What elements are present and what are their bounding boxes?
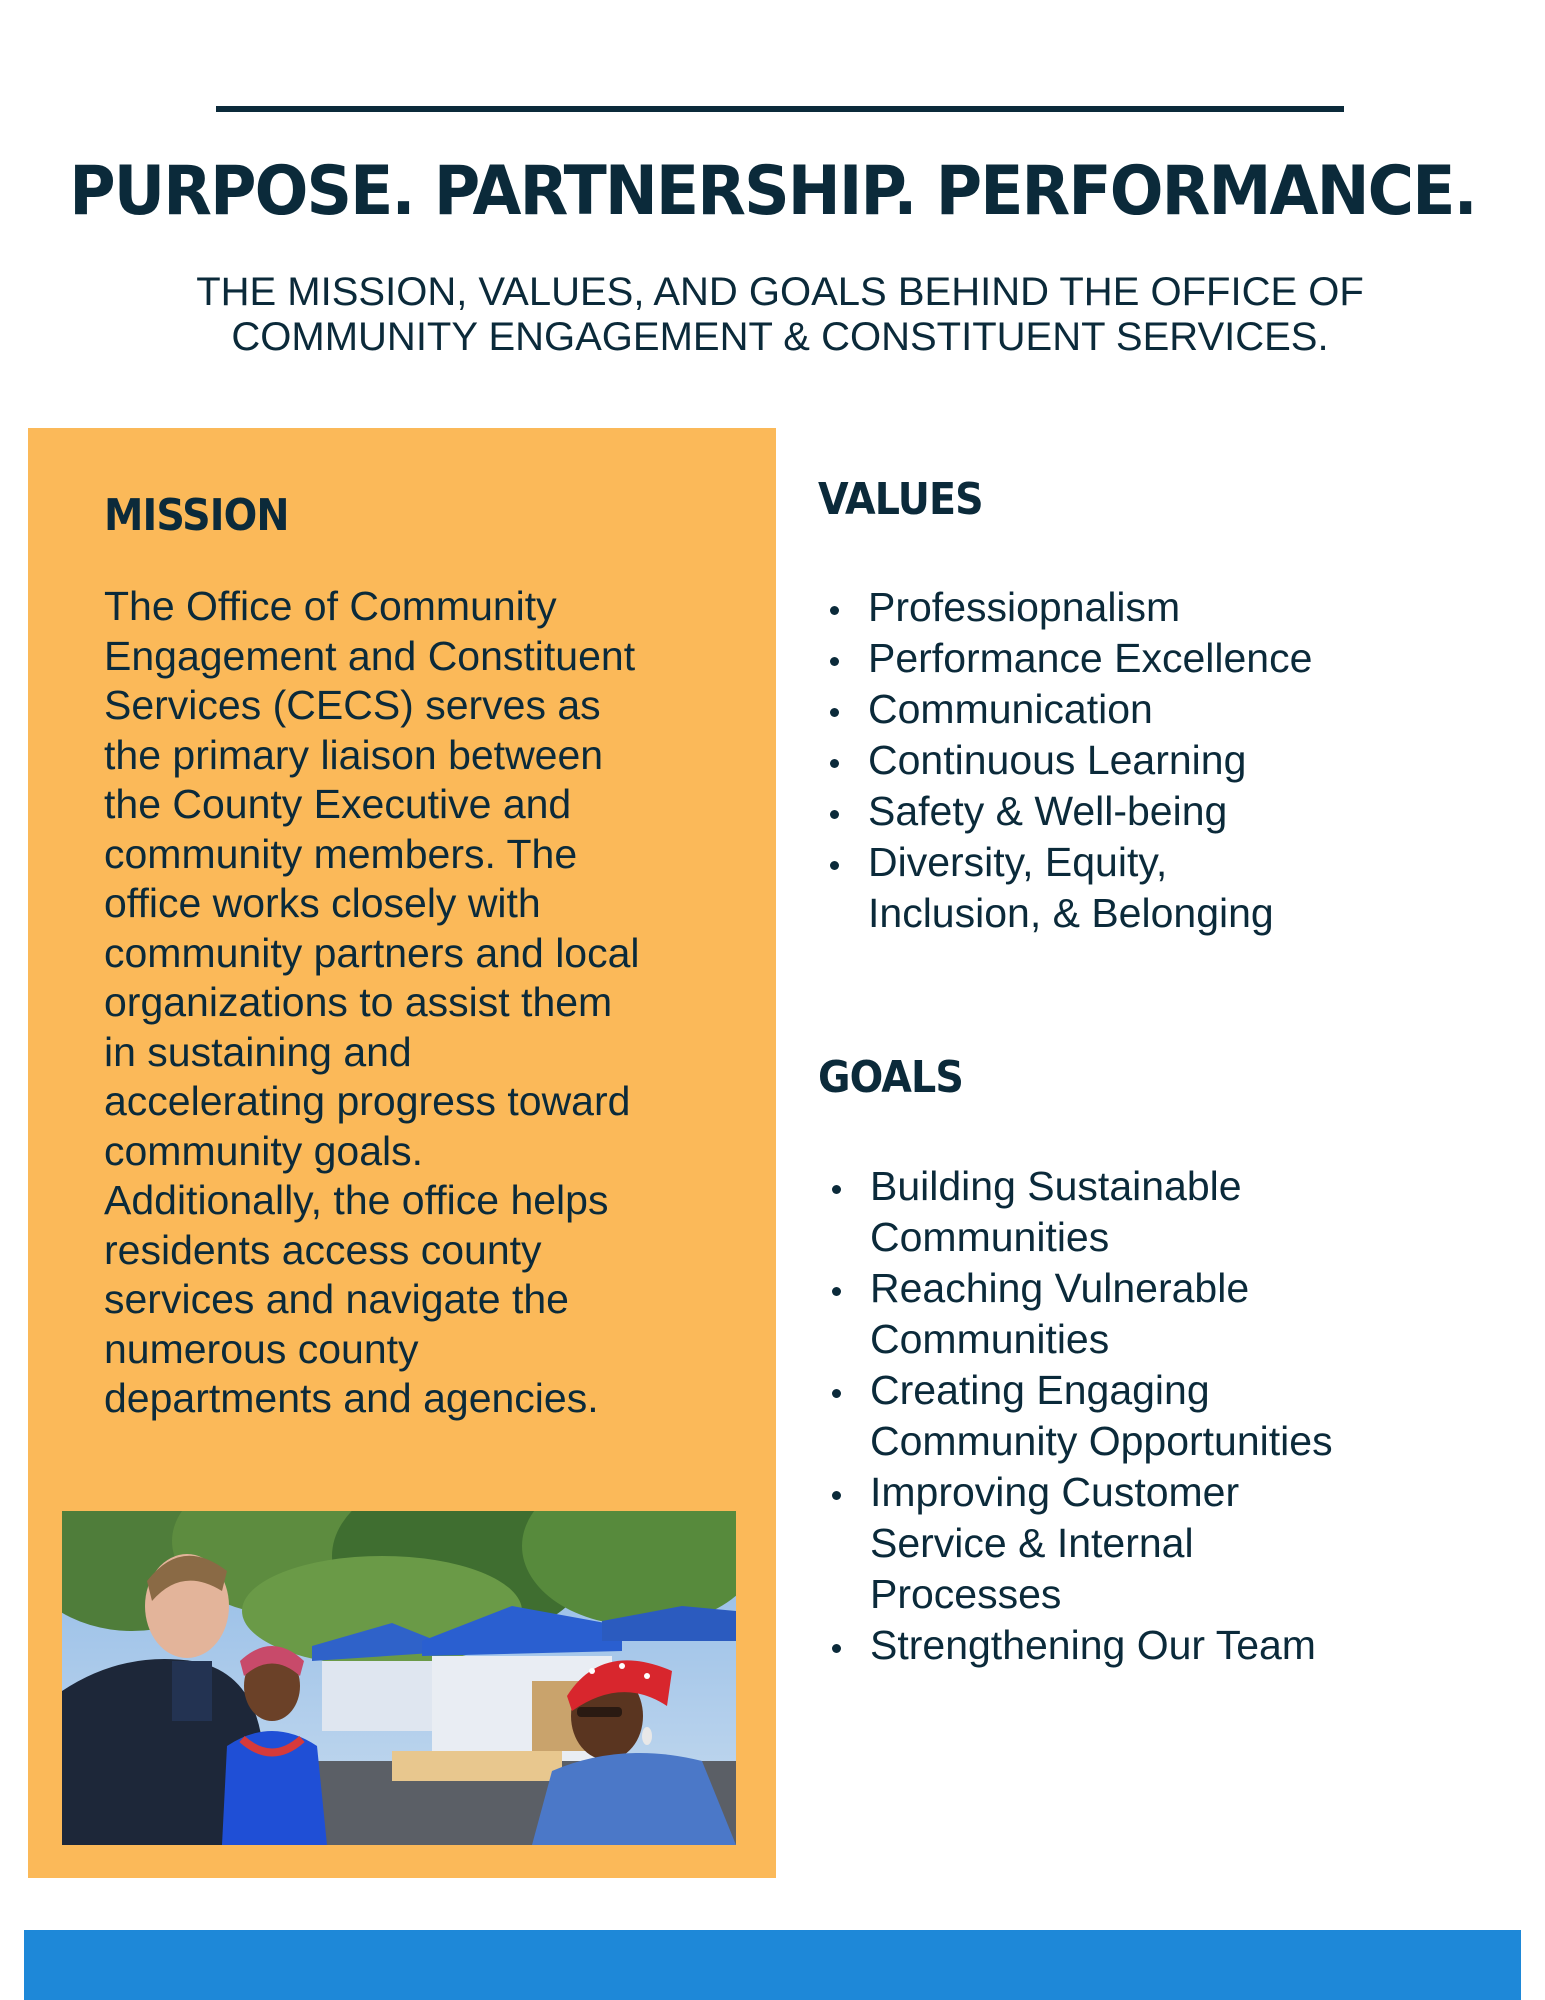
values-list (818, 582, 1458, 939)
list-item (818, 633, 1458, 684)
mission-line: accelerating progress toward (104, 1078, 631, 1124)
mission-line: Services (CECS) serves as (104, 682, 601, 728)
values-heading: VALUES (818, 474, 983, 525)
mission-heading: MISSION (104, 490, 289, 541)
list-item-line: Service & Internal (870, 1520, 1194, 1566)
mission-line: departments and agencies. (104, 1375, 599, 1421)
list-item-line: Reaching Vulnerable (870, 1265, 1250, 1311)
list-item (818, 684, 1458, 735)
mission-line: community members. The (104, 830, 578, 877)
bottom-color-bar (24, 1930, 1521, 2000)
subtitle-line: COMMUNITY ENGAGEMENT & CONSTITUENT SERVICES. (231, 315, 1329, 359)
list-item (818, 786, 1458, 837)
list-item (818, 735, 1458, 786)
list-item-line: Communities (870, 1214, 1110, 1260)
mission-line: Additionally, the office helps (104, 1177, 609, 1223)
top-divider (216, 106, 1344, 112)
page-subtitle (100, 270, 1460, 360)
list-item-line: Processes (870, 1571, 1062, 1617)
mission-line: The Office of Community (104, 583, 557, 629)
list-item-line: Communities (870, 1316, 1110, 1362)
list-item-line: Inclusion, & Belonging (868, 890, 1274, 936)
mission-line: services and navigate the (104, 1276, 569, 1322)
community-event-photo-illustration (62, 1511, 736, 1845)
list-item (820, 1620, 1480, 1671)
mission-body (104, 582, 744, 1424)
list-item (820, 1161, 1480, 1263)
list-item-line: Building Sustainable (870, 1163, 1242, 1209)
list-item (818, 837, 1458, 939)
list-item-line: Continuous Learning (868, 737, 1247, 783)
mission-line: in sustaining and (104, 1028, 412, 1075)
list-item-line: Community Opportunities (870, 1418, 1333, 1464)
mission-line: organizations to assist them (104, 979, 613, 1025)
mission-panel (28, 428, 776, 1878)
list-item (820, 1263, 1480, 1365)
mission-line: residents access county (104, 1226, 542, 1273)
mission-line: numerous county (104, 1325, 419, 1372)
list-item-line: Diversity, Equity, (868, 839, 1168, 885)
community-event-photo (62, 1511, 736, 1845)
page-title: PURPOSE. PARTNERSHIP. PERFORMANCE. (69, 152, 1476, 231)
goals-list (820, 1161, 1480, 1671)
list-item-line: Professiopnalism (868, 584, 1181, 630)
list-item-line: Safety & Well-being (868, 788, 1228, 834)
list-item (818, 582, 1458, 633)
mission-line: community goals. (104, 1127, 424, 1174)
mission-line: office works closely with (104, 880, 541, 926)
list-item-line: Improving Customer (870, 1469, 1240, 1515)
subtitle-line: THE MISSION, VALUES, AND GOALS BEHIND THE OFFICE OF (196, 270, 1364, 314)
list-item (820, 1467, 1480, 1620)
mission-line: the primary liaison between (104, 731, 604, 778)
list-item-line: Creating Engaging (870, 1367, 1210, 1413)
list-item (820, 1365, 1480, 1467)
mission-line: Engagement and Constituent (104, 632, 636, 679)
mission-line: the County Executive and (104, 781, 572, 827)
list-item-line: Performance Excellence (868, 635, 1313, 681)
list-item-line: Communication (868, 686, 1153, 732)
list-item-line: Strengthening Our Team (870, 1622, 1316, 1668)
mission-line: community partners and local (104, 929, 640, 976)
goals-heading: GOALS (818, 1052, 964, 1103)
